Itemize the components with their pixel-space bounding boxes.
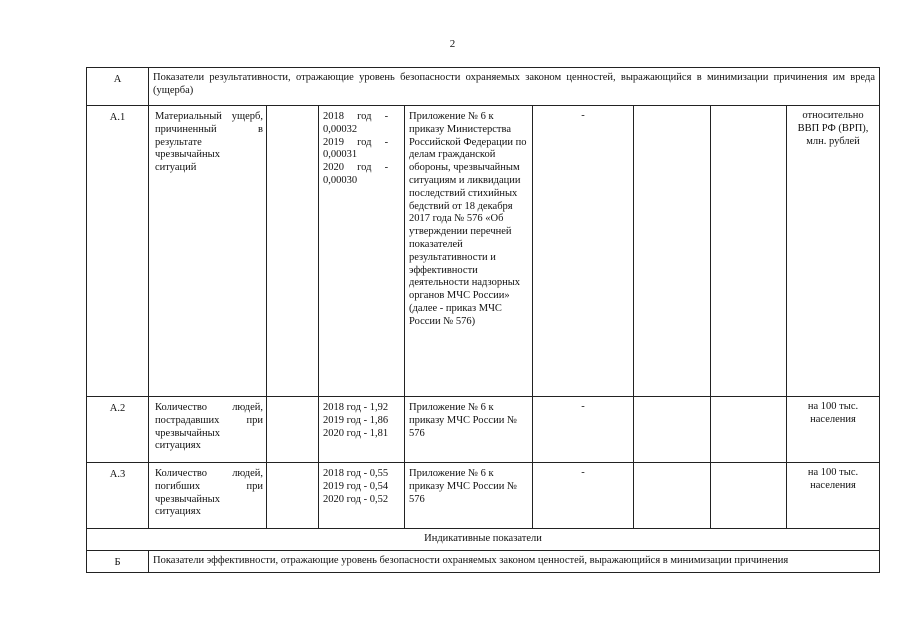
indicator-source: Приложение № 6 к приказу Министерства Российской Федерации по делам гражданской обороны, чрезвычайным ситуациям и ликвидации последствий стихийных бедствий от 18 декабря 2017 года № 576 «Об утверждении перечней показателей результативности и эффективности деятельности надзорных органов МЧС России» (далее - приказ МЧС России № 576) (405, 106, 533, 397)
row-code: А.1 (87, 106, 149, 397)
indicative-row (87, 529, 880, 551)
indicator-name: Материальный ущерб, причиненный в результате чрезвычайных ситуаций (149, 106, 267, 397)
empty-cell (634, 463, 711, 529)
indicator-name: Количество людей, погибших при чрезвычайных ситуациях (149, 463, 267, 529)
section-a-row (87, 68, 880, 106)
section-a-code: А (87, 68, 149, 106)
indicator-values: 2018 год - 1,92 2019 год - 1,86 2020 год - 1,81 (319, 397, 405, 463)
indicators-table (86, 67, 880, 573)
empty-cell (711, 463, 787, 529)
table-row (87, 106, 880, 397)
indicator-unit: на 100 тыс. населения (787, 463, 880, 529)
table-row (87, 397, 880, 463)
empty-cell (267, 463, 319, 529)
empty-cell (634, 397, 711, 463)
page-number: 2 (449, 38, 456, 50)
dash-cell: - (533, 106, 634, 397)
dash-cell: - (533, 463, 634, 529)
section-b-row (87, 551, 880, 573)
table-row (87, 463, 880, 529)
indicator-source: Приложение № 6 к приказу МЧС России № 576 (405, 463, 533, 529)
row-code: А.3 (87, 463, 149, 529)
indicator-values: 2018 год - 0,00032 2019 год - 0,00031 2020 год - 0,00030 (319, 106, 405, 397)
empty-cell (711, 397, 787, 463)
empty-cell (634, 106, 711, 397)
empty-cell (267, 106, 319, 397)
dash-cell: - (533, 397, 634, 463)
indicative-label: Индикативные показатели (87, 529, 880, 551)
indicator-values: 2018 год - 0,55 2019 год - 0,54 2020 год - 0,52 (319, 463, 405, 529)
empty-cell (267, 397, 319, 463)
section-b-title: Показатели эффективности, отражающие уровень безопасности охраняемых законом ценностей, выражающийся в минимизации причинения (149, 551, 880, 573)
indicator-unit: на 100 тыс. населения (787, 397, 880, 463)
empty-cell (711, 106, 787, 397)
section-b-code: Б (87, 551, 149, 573)
row-code: А.2 (87, 397, 149, 463)
indicator-name: Количество людей, пострадавших при чрезвычайных ситуациях (149, 397, 267, 463)
indicator-source: Приложение № 6 к приказу МЧС России № 576 (405, 397, 533, 463)
section-a-title: Показатели результативности, отражающие уровень безопасности охраняемых законом ценностей, выражающийся в минимизации причинения им вреда (ущерба) (149, 68, 880, 106)
indicator-unit: относительно ВВП РФ (ВРП), млн. рублей (787, 106, 880, 397)
